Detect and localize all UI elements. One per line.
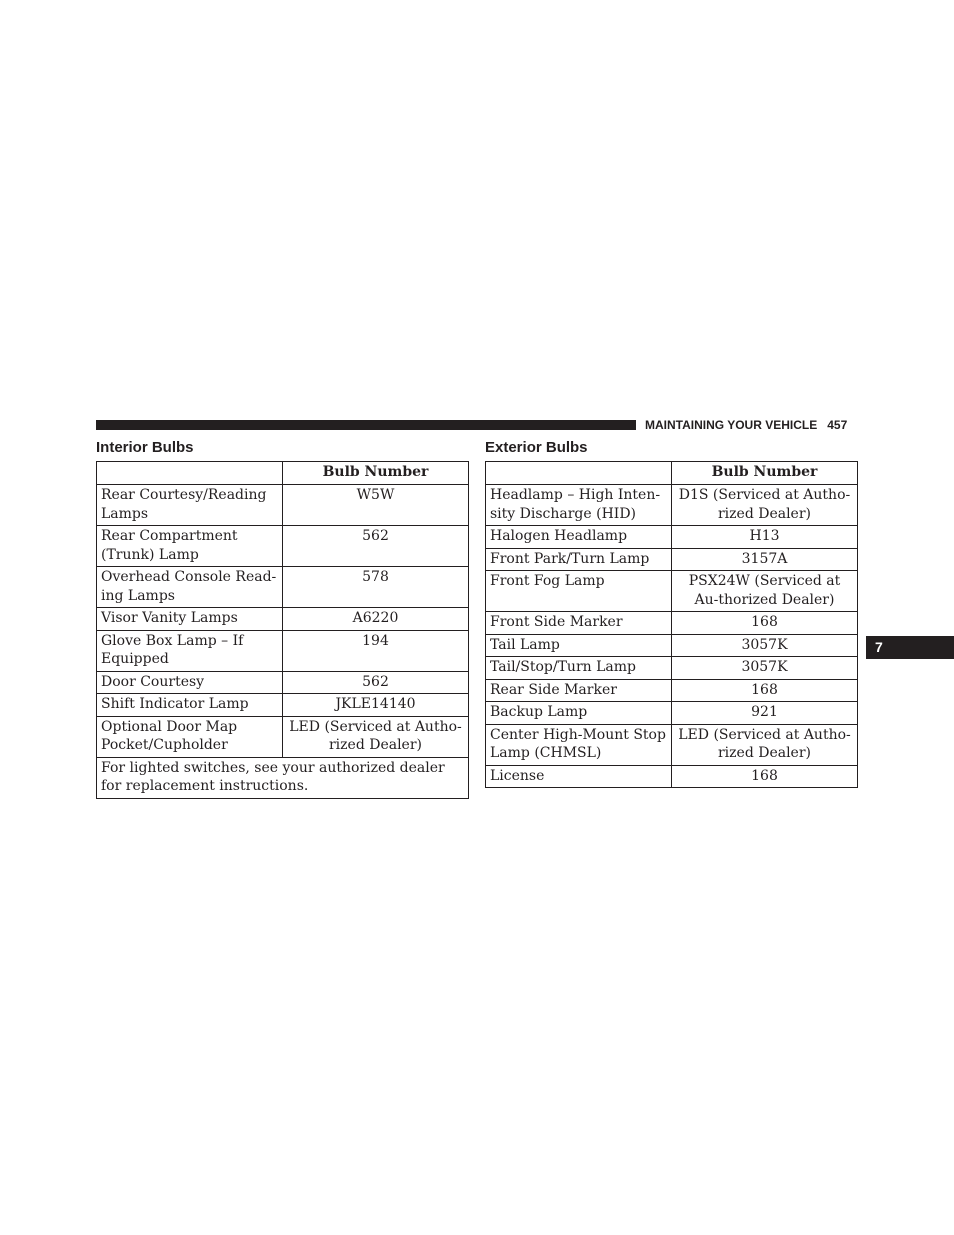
- header-rule: [96, 420, 636, 430]
- bulb-number-cell: 3057K: [672, 634, 858, 657]
- table-row: [97, 694, 469, 717]
- interior-bulbs-table: [96, 461, 469, 799]
- table-row: [486, 724, 858, 765]
- running-header: [645, 418, 859, 432]
- bulb-number-header: Bulb Number: [283, 462, 469, 485]
- lamp-name-cell: Front Fog Lamp: [486, 571, 672, 612]
- lamp-name-cell: Optional Door Map Pocket/Cupholder: [97, 716, 283, 757]
- bulb-number-cell: PSX24W (Serviced at Au-thorized Dealer): [672, 571, 858, 612]
- bulb-number-cell: 562: [283, 526, 469, 567]
- table-header-row: [486, 462, 858, 485]
- lamp-name-cell: Shift Indicator Lamp: [97, 694, 283, 717]
- table-row: [486, 612, 858, 635]
- table-row: [486, 679, 858, 702]
- bulb-number-cell: 3057K: [672, 657, 858, 680]
- lamp-name-cell: Headlamp – High Inten-sity Discharge (HID): [486, 485, 672, 526]
- lamp-name-cell: Front Side Marker: [486, 612, 672, 635]
- lamp-name-cell: Rear Side Marker: [486, 679, 672, 702]
- table-row: [486, 657, 858, 680]
- lamp-name-cell: Rear Compartment (Trunk) Lamp: [97, 526, 283, 567]
- page-number: 457: [827, 418, 848, 432]
- bulb-number-cell: D1S (Serviced at Autho-rized Dealer): [672, 485, 858, 526]
- bulb-number-cell: JKLE14140: [283, 694, 469, 717]
- empty-header-cell: [486, 462, 672, 485]
- table-row: [486, 765, 858, 788]
- table-row: [97, 608, 469, 631]
- bulb-number-cell: W5W: [283, 485, 469, 526]
- chapter-number: 7: [875, 639, 883, 655]
- lamp-name-cell: Halogen Headlamp: [486, 526, 672, 549]
- exterior-bulbs-title: Exterior Bulbs: [485, 439, 588, 456]
- lamp-name-cell: Front Park/Turn Lamp: [486, 548, 672, 571]
- lamp-name-cell: Glove Box Lamp – If Equipped: [97, 630, 283, 671]
- bulb-number-cell: 921: [672, 702, 858, 725]
- empty-header-cell: [97, 462, 283, 485]
- lamp-name-cell: Tail/Stop/Turn Lamp: [486, 657, 672, 680]
- lamp-name-cell: Center High-Mount Stop Lamp (CHMSL): [486, 724, 672, 765]
- bulb-number-cell: 168: [672, 612, 858, 635]
- bulb-number-cell: 194: [283, 630, 469, 671]
- bulb-number-cell: 578: [283, 567, 469, 608]
- lamp-name-cell: Backup Lamp: [486, 702, 672, 725]
- lamp-name-cell: Overhead Console Read-ing Lamps: [97, 567, 283, 608]
- lamp-name-cell: License: [486, 765, 672, 788]
- interior-bulbs-title: Interior Bulbs: [96, 439, 194, 456]
- table-header-row: [97, 462, 469, 485]
- bulb-number-cell: 168: [672, 765, 858, 788]
- bulb-number-cell: LED (Serviced at Autho-rized Dealer): [283, 716, 469, 757]
- footnote-text: For lighted switches, see your authorized dealer for replacement instructions.: [97, 757, 469, 798]
- lamp-name-cell: Tail Lamp: [486, 634, 672, 657]
- lamp-name-cell: Visor Vanity Lamps: [97, 608, 283, 631]
- chapter-tab: [866, 636, 954, 659]
- bulb-number-cell: 168: [672, 679, 858, 702]
- table-row: [486, 571, 858, 612]
- bulb-number-cell: H13: [672, 526, 858, 549]
- table-row: [97, 671, 469, 694]
- exterior-bulbs-table: [485, 461, 858, 788]
- table-row: [97, 485, 469, 526]
- section-name: MAINTAINING YOUR VEHICLE: [645, 418, 818, 432]
- table-row: [486, 526, 858, 549]
- table-row: [486, 634, 858, 657]
- table-row: [486, 702, 858, 725]
- lamp-name-cell: Door Courtesy: [97, 671, 283, 694]
- bulb-number-cell: A6220: [283, 608, 469, 631]
- bulb-number-cell: 3157A: [672, 548, 858, 571]
- bulb-number-cell: LED (Serviced at Autho-rized Dealer): [672, 724, 858, 765]
- table-row: [97, 567, 469, 608]
- table-row: [97, 630, 469, 671]
- table-row: [486, 548, 858, 571]
- table-row: [486, 485, 858, 526]
- lamp-name-cell: Rear Courtesy/Reading Lamps: [97, 485, 283, 526]
- table-row: [97, 716, 469, 757]
- footnote-row: [97, 757, 469, 798]
- bulb-number-cell: 562: [283, 671, 469, 694]
- bulb-number-header: Bulb Number: [672, 462, 858, 485]
- table-row: [97, 526, 469, 567]
